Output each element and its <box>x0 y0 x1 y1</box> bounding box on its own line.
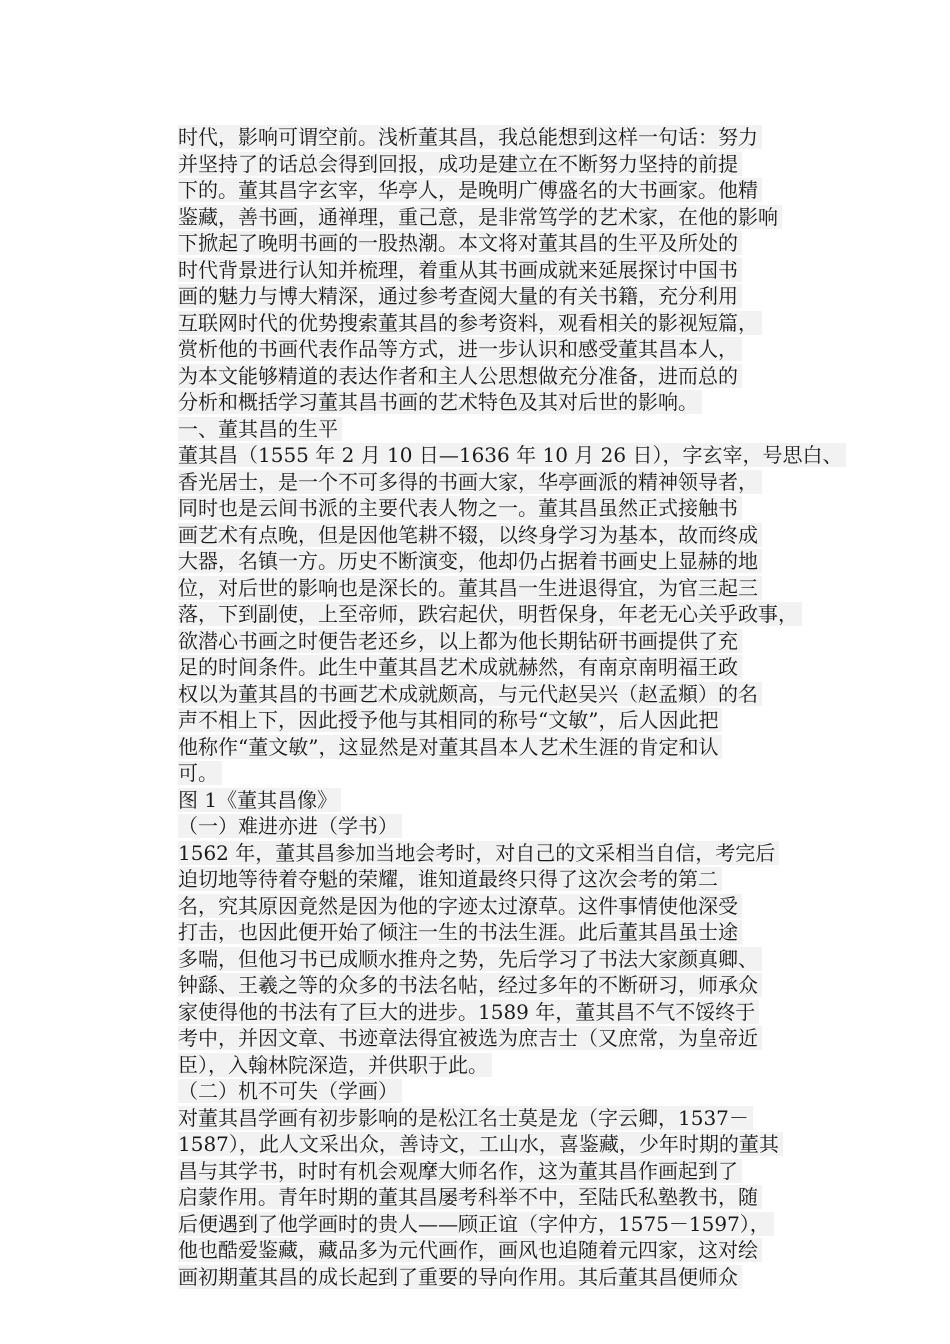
text-line <box>178 283 828 310</box>
text-line <box>178 363 828 390</box>
text-line <box>178 124 828 151</box>
text-line <box>178 310 828 337</box>
text-line-content: 时代背景进行认知并梳理，着重从其书画成就来延展探讨中国书 <box>178 258 742 282</box>
text-line <box>178 1052 828 1079</box>
subsection-heading <box>178 813 828 840</box>
text-line <box>178 1158 828 1185</box>
text-line <box>178 575 828 602</box>
section-heading <box>178 416 828 443</box>
text-line <box>178 469 828 496</box>
text-line <box>178 1184 828 1211</box>
text-line-content: 声不相上下，因此授予他与其相同的称号“文敏”，后人因此把 <box>178 708 722 732</box>
text-line <box>178 866 828 893</box>
text-line-content: 足的时间条件。此生中董其昌艺术成就赫然，有南京南明福王政 <box>178 655 742 679</box>
text-line-content: 他也酷爱鉴藏，藏品多为元代画作，画风也追随着元四家，这对绘 <box>178 1238 762 1262</box>
text-line-content: 他称作“董文敏”，这显然是对董其昌本人艺术生涯的肯定和认 <box>178 735 722 759</box>
text-line-content: 下的。董其昌字玄宰，华亭人，是晚明广傅盛名的大书画家。他精 <box>178 178 762 202</box>
text-line-content: 臣），入翰林院深造，并供职于此。 <box>178 1053 492 1077</box>
text-line <box>178 760 828 787</box>
text-line <box>178 654 828 681</box>
subsection-heading-text: （二）机不可失（学画） <box>178 1079 402 1103</box>
text-line-content: 并坚持了的话总会得到回报，成功是建立在不断努力坚持的前提 <box>178 152 742 176</box>
text-line-content: 考中，并因文章、书迹章法得宜被选为庶吉士（又庶常，为皇帝近 <box>178 1026 762 1050</box>
text-line <box>178 548 828 575</box>
text-line-content: 1562 年，董其昌参加当地会考时，对自己的文采相当自信，考完后 <box>178 841 779 865</box>
text-line <box>178 1025 828 1052</box>
text-line <box>178 257 828 284</box>
text-line-content: 后便遇到了他学画时的贵人——顾正谊（字仲方，1575－1597）， <box>178 1212 774 1236</box>
text-line-content: 为本文能够精道的表达作者和主人公思想做充分准备，进而总的 <box>178 364 742 388</box>
figure-caption-text: 图 1《董其昌像》 <box>178 788 341 812</box>
text-line <box>178 946 828 973</box>
text-line-content: 钟繇、王羲之等的众多的书法名帖，经过多年的不断研习，师承众 <box>178 973 762 997</box>
text-line <box>178 230 828 257</box>
text-line-content: 欲潜心书画之时便告老还乡，以上都为他长期钻研书画提供了充 <box>178 629 742 653</box>
text-line <box>178 522 828 549</box>
text-line-content: 对董其昌学画有初步影响的是松江名士莫是龙（字云卿，1537－ <box>178 1106 753 1130</box>
text-line <box>178 442 843 469</box>
text-line-content: 家使得他的书法有了巨大的进步。1589 年，董其昌不气不馁终于 <box>178 1000 759 1024</box>
text-line <box>178 893 828 920</box>
text-line <box>178 177 828 204</box>
text-line-content: 互联网时代的优势搜索董其昌的参考资料，观看相关的影视短篇， <box>178 311 762 335</box>
text-line <box>178 1237 828 1264</box>
subsection-heading-text: （一）难进亦进（学书） <box>178 814 402 838</box>
text-line-content: 落，下到副使，上至帝师，跌宕起伏，明哲保身，年老无心关乎政事， <box>178 602 802 626</box>
text-line <box>178 204 828 231</box>
text-line-content: 大器，名镇一方。历史不断演变，他却仍占据着书画史上显赫的地 <box>178 549 762 573</box>
text-line-content: 昌与其学书，时时有机会观摩大师名作，这为董其昌作画起到了 <box>178 1159 742 1183</box>
text-line-content: 鉴藏，善书画，通禅理，重己意，是非常笃学的艺术家，在他的影响 <box>178 205 782 229</box>
text-line-content: 画的魅力与博大精深，通过参考查阅大量的有关书籍，充分利用 <box>178 284 742 308</box>
text-line-content: 多喘，但他习书已成顺水推舟之势，先后学习了书法大家颜真卿、 <box>178 947 762 971</box>
text-line <box>178 999 828 1026</box>
text-line-content: 画艺术有点晚，但是因他笔耕不辍，以终身学习为基本，故而终成 <box>178 523 762 547</box>
text-line-content: 董其昌（1555 年 2 月 10 日—1636 年 10 月 26 日），字玄宰，号思白、 <box>178 443 846 467</box>
text-line <box>178 601 828 628</box>
subsection-heading <box>178 1078 828 1105</box>
text-line <box>178 495 828 522</box>
text-line <box>178 1211 828 1238</box>
text-line-content: 时代，影响可谓空前。浅析董其昌，我总能想到这样一句话：努力 <box>178 125 762 149</box>
text-line-content: 可。 <box>178 761 222 785</box>
text-line <box>178 151 828 178</box>
text-line <box>178 919 828 946</box>
text-line <box>178 972 828 999</box>
text-line <box>178 336 828 363</box>
figure-caption <box>178 787 828 814</box>
text-line-content: 香光居士，是一个不可多得的书画大家，华亭画派的精神领导者， <box>178 470 762 494</box>
text-line <box>178 628 828 655</box>
text-line <box>178 1264 828 1291</box>
text-line-content: 名，究其原因竟然是因为他的字迹太过潦草。这件事情使他深受 <box>178 894 742 918</box>
text-line <box>178 1105 828 1132</box>
section-heading-text: 一、董其昌的生平 <box>178 417 342 441</box>
text-line <box>178 1131 828 1158</box>
text-line-content: 赏析他的书画代表作品等方式，进一步认识和感受董其昌本人， <box>178 337 742 361</box>
body-text <box>178 124 843 1290</box>
text-line-content: 1587），此人文采出众，善诗文，工山水，喜鉴藏，少年时期的董其 <box>178 1132 783 1156</box>
text-line-content: 下掀起了晚明书画的一股热潮。本文将对董其昌的生平及所处的 <box>178 231 742 255</box>
text-line <box>178 707 828 734</box>
text-line-content: 位，对后世的影响也是深长的。董其昌一生进退得宜，为官三起三 <box>178 576 762 600</box>
text-line-content: 同时也是云间书派的主要代表人物之一。董其昌虽然正式接触书 <box>178 496 742 520</box>
text-line-content: 启蒙作用。青年时期的董其昌屡考科举不中，至陆氏私塾教书，随 <box>178 1185 762 1209</box>
text-line <box>178 681 828 708</box>
text-line <box>178 389 828 416</box>
text-line-content: 迫切地等待着夺魁的荣耀，谁知道最终只得了这次会考的第二 <box>178 867 722 891</box>
text-line-content: 打击，也因此便开始了倾注一生的书法生涯。此后董其昌虽士途 <box>178 920 742 944</box>
text-line <box>178 734 828 761</box>
text-line-content: 分析和概括学习董其昌书画的艺术特色及其对后世的影响。 <box>178 390 702 414</box>
text-line-content: 画初期董其昌的成长起到了重要的导向作用。其后董其昌便师众 <box>178 1265 742 1289</box>
text-line-content: 权以为董其昌的书画艺术成就颇高，与元代赵吴兴（赵孟頫）的名 <box>178 682 762 706</box>
text-line <box>178 840 828 867</box>
